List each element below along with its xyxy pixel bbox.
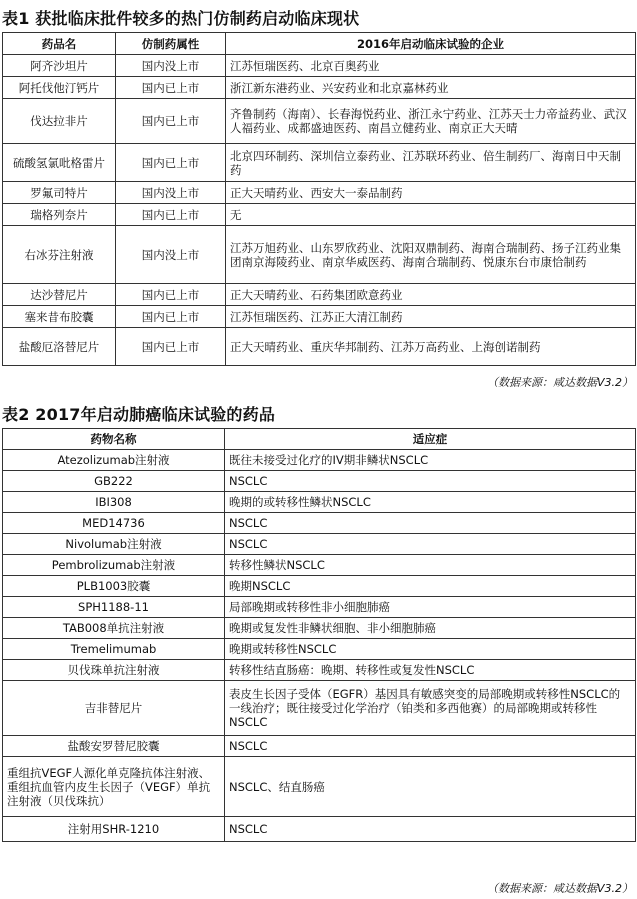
table2-source: （数据来源：咸达数据V3.2） [486, 882, 633, 895]
table-row [3, 450, 636, 471]
indication: 转移性结直肠癌：晚期、转移性或复发性NSCLC [225, 660, 636, 681]
drug-name: Nivolumab注射液 [3, 534, 225, 555]
drug-name: 塞来昔布胶囊 [3, 306, 116, 328]
indication: 晚期的或转移性鳞状NSCLC [225, 492, 636, 513]
table-row [3, 534, 636, 555]
drug-name: 贝伐珠单抗注射液 [3, 660, 225, 681]
drug-name: 吉非替尼片 [3, 681, 225, 736]
generic-attr: 国内已上市 [116, 284, 226, 306]
table1-title: 表1 获批临床批件较多的热门仿制药启动临床现状 [2, 9, 360, 28]
drug-name: 硫酸氢氯吡格雷片 [3, 144, 116, 182]
table-row [3, 757, 636, 817]
table-row [3, 144, 636, 182]
companies: 江苏恒瑞医药、北京百奥药业 [226, 55, 636, 77]
table-row [3, 681, 636, 736]
table-row [3, 576, 636, 597]
generic-attr: 国内已上市 [116, 328, 226, 366]
generic-attr: 国内已上市 [116, 99, 226, 144]
generic-attr: 国内已上市 [116, 204, 226, 226]
table-row [3, 736, 636, 757]
table-row [3, 306, 636, 328]
drug-name: 盐酸安罗替尼胶囊 [3, 736, 225, 757]
indication: NSCLC [225, 471, 636, 492]
drug-name: PLB1003胶囊 [3, 576, 225, 597]
indication: 晚期或复发性非鳞状细胞、非小细胞肺癌 [225, 618, 636, 639]
companies: 正大天晴药业、重庆华邦制药、江苏万高药业、上海创诺制药 [226, 328, 636, 366]
table-row [3, 513, 636, 534]
table2-header-row [3, 429, 636, 450]
companies: 北京四环制药、深圳信立泰药业、江苏联环药业、倍生制药厂、海南日中天制药 [226, 144, 636, 182]
table-row [3, 471, 636, 492]
companies: 正大天晴药业、石药集团欧意药业 [226, 284, 636, 306]
table1-header-row [3, 33, 636, 55]
table1-source: （数据来源：咸达数据V3.2） [486, 376, 633, 389]
table-row [3, 492, 636, 513]
table-row [3, 204, 636, 226]
indication: 局部晚期或转移性非小细胞肺癌 [225, 597, 636, 618]
table2-title: 表2 2017年启动肺癌临床试验的药品 [2, 405, 276, 424]
drug-name: Atezolizumab注射液 [3, 450, 225, 471]
drug-name: 注射用SHR-1210 [3, 817, 225, 842]
table-row [3, 555, 636, 576]
indication: NSCLC [225, 513, 636, 534]
drug-name: 阿齐沙坦片 [3, 55, 116, 77]
companies: 无 [226, 204, 636, 226]
generic-attr: 国内已上市 [116, 306, 226, 328]
drug-name: 重组抗VEGF人源化单克隆抗体注射液、重组抗血管内皮生长因子（VEGF）单抗注射液（贝伐珠抗） [3, 757, 225, 817]
table2-header-drug: 药物名称 [3, 429, 225, 450]
companies: 江苏万旭药业、山东罗欣药业、沈阳双鼎制药、海南合瑞制药、扬子江药业集团南京海陵药业、南京华威医药、海南合瑞制药、悦康东台市康恰制药 [226, 226, 636, 284]
table-row [3, 817, 636, 842]
indication: 晚期NSCLC [225, 576, 636, 597]
drug-name: Tremelimumab [3, 639, 225, 660]
drug-name: 右冰芬注射液 [3, 226, 116, 284]
table-row [3, 77, 636, 99]
indication: NSCLC [225, 534, 636, 555]
table-row [3, 99, 636, 144]
generic-attr: 国内已上市 [116, 77, 226, 99]
table-row [3, 226, 636, 284]
generic-attr: 国内没上市 [116, 226, 226, 284]
table-row [3, 660, 636, 681]
drug-name: 伐达拉非片 [3, 99, 116, 144]
indication: 既往未接受过化疗的IV期非鳞状NSCLC [225, 450, 636, 471]
indication: NSCLC [225, 817, 636, 842]
drug-name: Pembrolizumab注射液 [3, 555, 225, 576]
generic-attr: 国内没上市 [116, 182, 226, 204]
drug-name: 达沙替尼片 [3, 284, 116, 306]
drug-name: IBI308 [3, 492, 225, 513]
table1-header-companies: 2016年启动临床试验的企业 [226, 33, 636, 55]
drug-name: TAB008单抗注射液 [3, 618, 225, 639]
drug-name: GB222 [3, 471, 225, 492]
drug-name: 盐酸厄洛替尼片 [3, 328, 116, 366]
companies: 齐鲁制药（海南）、长春海悦药业、浙江永宁药业、江苏天士力帝益药业、武汉人福药业、成都盛迪医药、南昌立健药业、南京正大天晴 [226, 99, 636, 144]
generic-attr: 国内没上市 [116, 55, 226, 77]
indication: 晚期或转移性NSCLC [225, 639, 636, 660]
table-row [3, 639, 636, 660]
indication: 表皮生长因子受体（EGFR）基因具有敏感突变的局部晚期或转移性NSCLC的一线治疗；既往接受过化学治疗（铂类和多西他赛）的局部晚期或转移性NSCLC [225, 681, 636, 736]
table-row [3, 55, 636, 77]
generic-attr: 国内已上市 [116, 144, 226, 182]
companies: 江苏恒瑞医药、江苏正大清江制药 [226, 306, 636, 328]
table-row [3, 597, 636, 618]
table-row [3, 284, 636, 306]
table1-header-drug: 药品名 [3, 33, 116, 55]
indication: NSCLC、结直肠癌 [225, 757, 636, 817]
table-row [3, 618, 636, 639]
table2 [2, 428, 636, 842]
table2-header-indication: 适应症 [225, 429, 636, 450]
table-row [3, 328, 636, 366]
table1 [2, 32, 636, 366]
drug-name: 阿托伐他汀钙片 [3, 77, 116, 99]
drug-name: MED14736 [3, 513, 225, 534]
drug-name: SPH1188-11 [3, 597, 225, 618]
drug-name: 瑞格列奈片 [3, 204, 116, 226]
indication: 转移性鳞状NSCLC [225, 555, 636, 576]
drug-name: 罗氟司特片 [3, 182, 116, 204]
table-row [3, 182, 636, 204]
companies: 正大天晴药业、西安大一泰品制药 [226, 182, 636, 204]
table1-header-attr: 仿制药属性 [116, 33, 226, 55]
indication: NSCLC [225, 736, 636, 757]
companies: 浙江新东港药业、兴安药业和北京嘉林药业 [226, 77, 636, 99]
